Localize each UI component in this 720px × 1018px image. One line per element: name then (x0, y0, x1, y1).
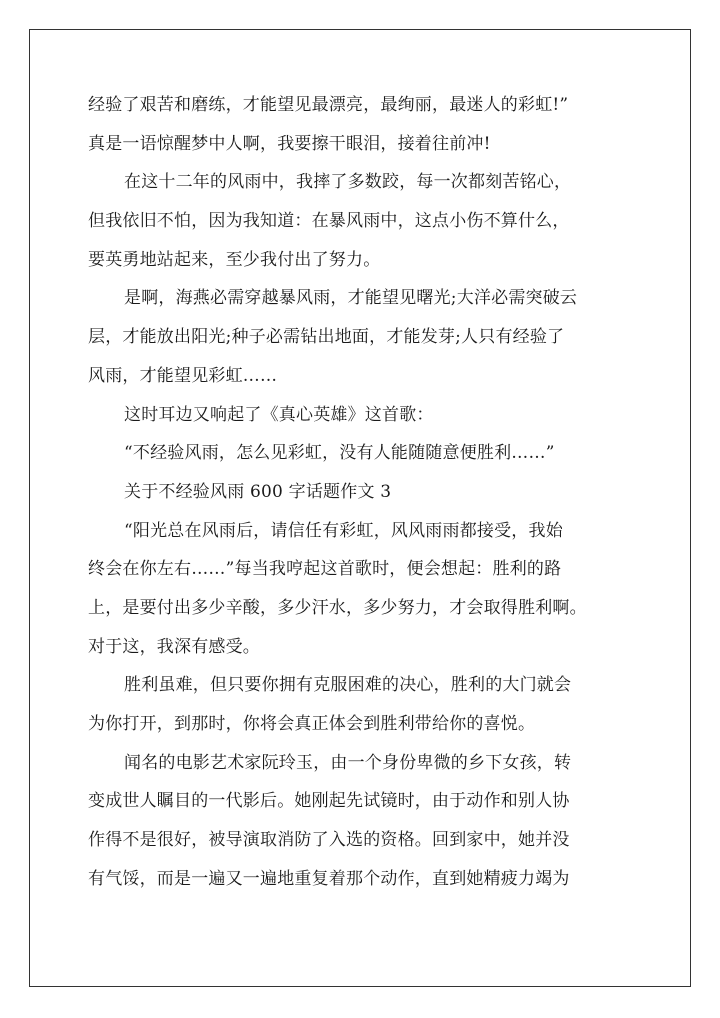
text-line: 终会在你左右……”每当我哼起这首歌时，便会想起：胜利的路 (88, 559, 562, 580)
text-line: 是啊，海燕必需穿越暴风雨，才能望见曙光;大洋必需突破云 (124, 288, 578, 309)
text-line: 对于这，我深有感受。 (88, 636, 260, 657)
document-body (88, 86, 636, 898)
text-line: 闻名的电影艺术家阮玲玉，由一个身份卑微的乡下女孩，转 (124, 752, 572, 773)
text-line: 要英勇地站起来，至少我付出了努力。 (88, 249, 381, 270)
text-line: 胜利虽难，但只要你拥有克服困难的决心，胜利的大门就会 (124, 675, 572, 696)
text-line: 但我依旧不怕，因为我知道：在暴风雨中，这点小伤不算什么， (88, 211, 570, 232)
text-line: 变成世人瞩目的一代影后。她刚起先试镜时，由于动作和别人协 (88, 791, 570, 812)
text-line: 有气馁，而是一遍又一遍地重复着那个动作，直到她精疲力竭为 (88, 868, 570, 889)
text-line: 这时耳边又响起了《真心英雄》这首歌： (124, 404, 434, 425)
text-line: 真是一语惊醒梦中人啊，我要擦干眼泪，接着往前冲! (88, 133, 491, 154)
text-line: 在这十二年的风雨中，我摔了多数跤，每一次都刻苦铭心， (124, 172, 572, 193)
text-line: “阳光总在风雨后，请信任有彩虹，风风雨雨都接受，我始 (124, 520, 563, 541)
text-line: 关于不经验风雨 600 字话题作文 3 (124, 481, 392, 502)
text-line: 风雨，才能望见彩虹…… (88, 365, 278, 386)
text-line: 经验了艰苦和磨练，才能望见最漂亮，最绚丽，最迷人的彩虹!” (88, 95, 569, 115)
text-line: “不经验风雨，怎么见彩虹，没有人能随随意便胜利……” (124, 443, 555, 464)
text-line: 上，是要付出多少辛酸，多少汗水，多少努力，才会取得胜利啊。 (88, 597, 587, 618)
text-line: 为你打开，到那时，你将会真正体会到胜利带给你的喜悦。 (88, 714, 536, 734)
text-line: 层，才能放出阳光;种子必需钻出地面，才能发芽;人只有经验了 (88, 327, 565, 348)
text-line: 作得不是很好，被导演取消防了入选的资格。回到家中，她并没 (88, 830, 570, 851)
